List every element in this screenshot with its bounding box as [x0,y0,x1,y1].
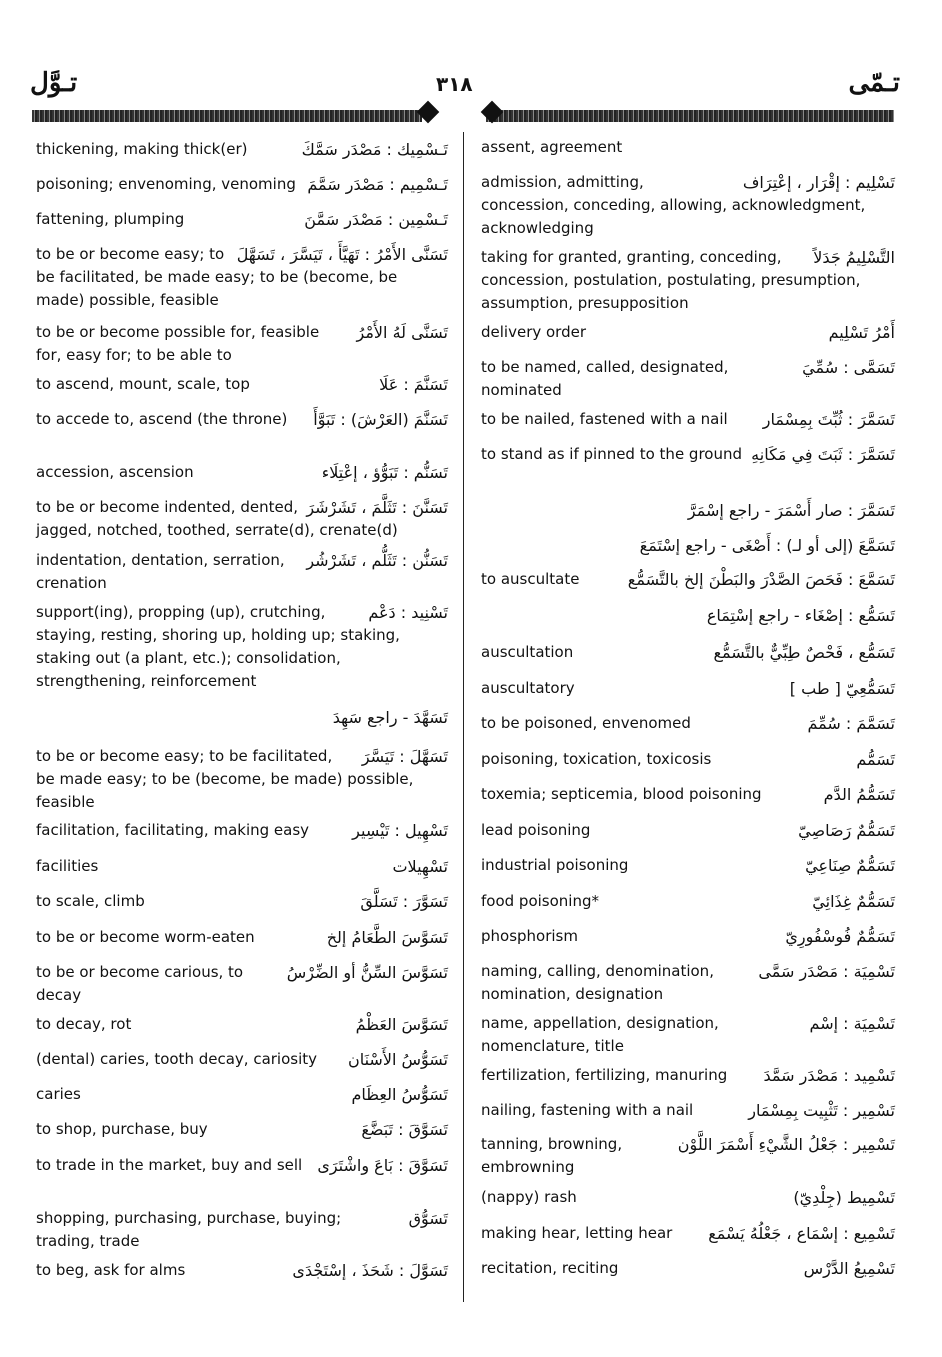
dictionary-entry [36,138,448,161]
dictionary-entry [481,136,895,159]
english-definition: phosphorism [481,927,578,945]
arabic-headword: تَسَنَّمَ : عَلَا [379,375,448,394]
dictionary-entry [36,373,448,396]
arabic-headword: تَسْمِيط (جِلْدِيّ) [793,1188,895,1207]
dictionary-entry [481,1133,895,1179]
arabic-headword: تَسَنَّنَ : تَثَلَّمَ ، تَشَرْشَرَ [306,498,448,517]
arabic-headword: تَسَمُّع ، فَحْصٌ طِبِّيٌّ بالتَّسَمُّع [713,643,895,662]
dictionary-entry [481,171,895,240]
english-definition: name, appellation, designation, nomenclature, title [481,1014,719,1055]
arabic-headword: تَسَمَّمَ : سُمِّمَ [807,714,895,733]
arabic-headword: تَسَوَّلَ : شَحَذَ ، إسْتَجْدَى [292,1261,448,1280]
english-definition: poisoning; envenoming, venoming [36,175,296,193]
dictionary-entry [36,1207,448,1253]
english-definition: caries [36,1085,81,1103]
dictionary-entry [36,408,448,431]
arabic-headword: تَسَوَّسَ الطَّعَامُ إلخ [326,928,448,947]
english-definition: nailing, fastening with a nail [481,1101,694,1119]
english-definition: (nappy) rash [481,1188,577,1206]
arabic-headword: تَسَمُّمٌ غِذَائِيّ [812,892,895,911]
dictionary-entry [36,461,448,484]
page-number: ٣١٨ [436,72,473,96]
dictionary-entry [36,926,448,949]
english-definition: to ascend, mount, scale, top [36,375,250,393]
dictionary-entry [481,246,895,315]
dictionary-entry [36,1083,448,1106]
dictionary-entry [481,1099,895,1122]
arabic-headword: تَسْمِيَة : إسْم [809,1014,895,1033]
arabic-headword: تَسْمِيد : مَصْدَر سَمَّدَ [763,1066,895,1085]
arabic-headword: تَسَمُّمٌ رَصَاصِيّ [798,821,895,840]
english-definition: to shop, purchase, buy [36,1120,208,1138]
english-definition: to be or become indented, dented, jagged, notched, toothed, serrate(d), crenate(d) [36,498,398,539]
dictionary-entry [36,1013,448,1036]
dictionary-entry [481,890,895,913]
dictionary-entry [481,408,895,431]
english-definition: to be or become carious, to decay [36,963,244,1004]
dictionary-entry [481,748,895,771]
english-definition: to be poisoned, envenomed [481,714,691,732]
english-definition: assent, agreement [481,138,623,156]
english-definition: lead poisoning [481,821,591,839]
english-definition: (dental) caries, tooth decay, cariosity [36,1050,318,1068]
arabic-headword: تَسَوَّرَ : تَسَلَّقَ [360,892,448,911]
dictionary-entry [481,604,895,627]
dictionary-entry [36,961,448,1007]
dictionary-entry [36,745,448,814]
arabic-headword: تَسَمُّع : إصْغَاء - راجع إسْتِمَاع [706,606,895,625]
dictionary-entry [36,819,448,842]
arabic-headword: أَمْرُ تَسْلِيم [828,323,895,342]
dictionary-entry [481,443,895,466]
dictionary-entry [481,499,895,522]
english-definition: to be or become worm-eaten [36,928,255,946]
dictionary-entry [36,321,448,367]
arabic-headword: تَسَمَّعَ : فَحَصَ الصَّدْرَ والبَطْنَ إلخ بالتَّسَمُّع [627,570,895,589]
dictionary-entry [481,1012,895,1058]
english-definition: fertilization, fertilizing, manuring [481,1066,728,1084]
english-definition: admission, admitting, concession, conceding, allowing, acknowledgment, acknowledging [481,173,866,237]
arabic-headword: تَسَنَّى لَهُ الأَمْرُ [356,323,448,342]
english-definition: to decay, rot [36,1015,132,1033]
english-definition: to trade in the market, buy and sell [36,1156,303,1174]
header-guide-word-right: تـمّى [848,68,900,98]
english-definition: facilitation, facilitating, making easy [36,821,310,839]
english-definition: to scale, climb [36,892,145,910]
arabic-headword: تَسَمَّرَ : صار أَسْمَرَ - راجع إسْمَرَّ [687,501,895,520]
dictionary-entry [36,1048,448,1071]
dictionary-entry [481,677,895,700]
english-definition: to be or become easy; to be facilitated, be made easy; to be (become, be made) possible, feasible [36,747,414,811]
english-definition: to beg, ask for alms [36,1261,186,1279]
english-definition: to be named, called, designated, nominated [481,358,729,399]
dictionary-entry [36,496,448,542]
arabic-headword: تَسَوَّقَ : بَاعَ واشْتَرَى [317,1156,448,1175]
dictionary-entry [481,321,895,344]
arabic-headword: تَـسْمِين : مَصْدَر سَمَّنَ [304,210,448,229]
dictionary-entry [36,1259,448,1282]
dictionary-entry [36,706,448,729]
english-definition: auscultation [481,643,574,661]
dictionary-entry [481,960,895,1006]
dictionary-entry [481,854,895,877]
dictionary-entry [36,601,448,693]
arabic-headword: تَسَوَّسَ السِّنُّ أو الضِّرْسُ [286,963,448,982]
header-guide-word-left: تـوَّل [30,68,78,98]
arabic-headword: تَسْمِيَة : مَصْدَر سَمَّى [758,962,895,981]
dictionary-entry [481,1222,895,1245]
english-definition: tanning, browning, embrowning [481,1135,623,1176]
english-definition: industrial poisoning [481,856,629,874]
english-definition: to accede to, ascend (the throne) [36,410,288,428]
dictionary-entry [481,356,895,402]
dictionary-entry [481,534,895,557]
english-definition: food poisoning* [481,892,599,910]
english-definition: to auscultate [481,570,580,588]
dictionary-entry [481,783,895,806]
english-definition: poisoning, toxication, toxicosis [481,750,712,768]
dictionary-entry [36,243,448,312]
dictionary-entry [36,1154,448,1177]
arabic-headword: تَسْهِيلات [392,857,448,876]
dictionary-entry [36,890,448,913]
arabic-headword: تَسَنُّن : تَثَلُّم ، تَشَرْشُر [306,551,448,570]
dictionary-entry [481,925,895,948]
arabic-headword: تَسَوُّق [408,1209,448,1228]
arabic-headword: تَسْهِيل : تَيْسِير [352,821,448,840]
arabic-headword: تَسَنَّمَ (العَرْشَ) : تَبَوَّأَ [313,410,448,429]
arabic-headword: تَسَنُّم : تَبَوُّؤ ، إعْتِلَاء [321,463,448,482]
arabic-headword: تَسْمِيعُ الدَّرْس [803,1259,895,1278]
english-definition: taking for granted, granting, conceding, concession, postulation, postulating, presumption, assumption, presupposition [481,248,861,312]
arabic-headword: تَسَمُّم [856,750,895,769]
english-definition: thickening, making thick(er) [36,140,248,158]
english-definition: toxemia; septicemia, blood poisoning [481,785,762,803]
english-definition: to be or become easy; to be facilitated, be made easy; to be (become, be made) possible, feasible [36,245,398,309]
arabic-headword: تَسَوَّقَ : تَبَضَّعَ [361,1120,448,1139]
dictionary-entry [36,855,448,878]
arabic-headword: تَسْنِيد : دَعْم [368,603,448,622]
arabic-headword: تَسَمَّى : سُمِّيَ [802,358,895,377]
english-definition: recitation, reciting [481,1259,619,1277]
dictionary-entry [481,1186,895,1209]
arabic-headword: تَسَمُّمٌ فُوسْفُورِيّ [785,927,895,946]
dictionary-entry [481,1257,895,1280]
dictionary-entry [481,712,895,735]
arabic-headword: تَسْمِير : جَعْلُ الشَّيْءِ أَسْمَرَ اللَّوْن [677,1135,895,1154]
dictionary-entry [481,1064,895,1087]
arabic-headword: تَسَمُّمُ الدَّم [823,785,895,804]
column-divider [463,132,464,1302]
arabic-headword: تَسَمَّعَ (إلى أو لـ) : أَصْغَى - راجع إسْتَمَعَ [639,536,895,555]
header-rule-left [32,110,422,122]
arabic-headword: تَسَنَّى الأَمْرُ : تَهَيَّأَ ، تَيَسَّرَ ، تَسَهَّلَ [236,245,448,264]
english-definition: to stand as if pinned to the ground [481,445,743,463]
english-definition: fattening, plumping [36,210,185,228]
english-definition: naming, calling, denomination, nomination, designation [481,962,714,1003]
arabic-headword: تَسْمِير : تَثْبِيت بِمِسْمَار [748,1101,895,1120]
arabic-headword: تَسَوَّسَ العَظْمُ [355,1015,448,1034]
english-definition: facilities [36,857,99,875]
english-definition: shopping, purchasing, purchase, buying; trading, trade [36,1209,342,1250]
english-definition: auscultatory [481,679,575,697]
arabic-headword: تَـسْمِيك : مَصْدَر سَمَّكَ [301,140,448,159]
dictionary-entry [36,173,448,196]
dictionary-entry [36,1118,448,1141]
arabic-headword: تَـسْمِيم : مَصْدَر سَمَّمَ [307,175,448,194]
dictionary-entry [36,549,448,595]
arabic-headword: تَسَمَّرَ : ثُبِّتَ بِمِسْمَار [762,410,895,429]
arabic-headword: تَسَهَّدَ - راجع سَهِدَ [332,708,448,727]
arabic-headword: تَسَوُّسُ الأَسْنَان [347,1050,448,1069]
english-definition: support(ing), propping (up), crutching, staying, resting, shoring up, holding up; staking, staking out (a plant, etc.); consolidation, strengthening, reinforcement [36,603,400,690]
arabic-headword: التَّسْلِيمُ جَدَلاً [813,248,895,267]
dictionary-entry [481,641,895,664]
english-definition: to be or become possible for, feasible for, easy for; to be able to [36,323,320,364]
arabic-headword: تَسَوُّسُ العِظَام [351,1085,448,1104]
arabic-headword: تَسْمِيع : إسْمَاع ، جَعْلُهُ يَسْمَع [708,1224,895,1243]
english-definition: indentation, dentation, serration, crenation [36,551,285,592]
english-definition: to be nailed, fastened with a nail [481,410,728,428]
header-rule-right [486,110,894,122]
arabic-headword: تَسَمُّمٌ صِنَاعِيّ [805,856,895,875]
arabic-headword: تَسَمُّعِيّ [ طب ] [789,679,895,698]
english-definition: accession, ascension [36,463,194,481]
arabic-headword: تَسْلِيم : إقْرَار ، إعْتِرَاف [742,173,895,192]
arabic-headword: تَسَمَّرَ : ثَبَتَ فِي مَكَانِهِ [751,445,895,464]
dictionary-entry [481,819,895,842]
dictionary-entry [481,568,895,591]
arabic-headword: تَسَهَّلَ : تَيَسَّرَ [361,747,448,766]
english-definition: delivery order [481,323,586,341]
english-definition: making hear, letting hear [481,1224,673,1242]
